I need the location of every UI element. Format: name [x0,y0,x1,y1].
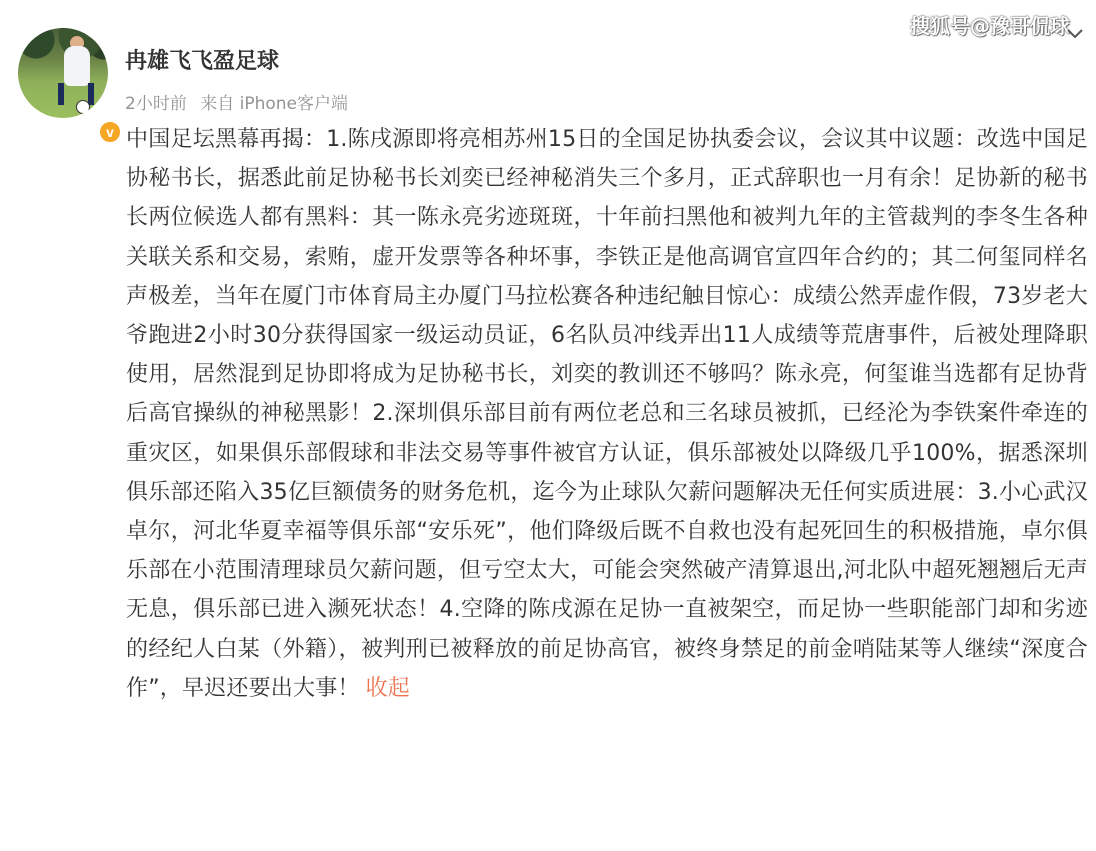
post-meta [125,89,356,114]
username[interactable]: 冉雄飞飞盈足球 [125,49,280,74]
avatar-image [18,28,108,118]
post-content: 中国足坛黑幕再揭：1.陈戌源即将亮相苏州15日的全国足协执委会议，会议其中议题：改选中国足协秘书长，据悉此前足协秘书长刘奕已经神秘消失三个多月，正式辞职也一月有余！足协新的秘书长两位候选人都有黑料：其一陈永亮劣迹斑斑，十年前扫黑他和被判九年的主管裁判的李冬生各种关联关系和交易，索贿，虚开发票等各种坏事，李铁正是他高调官宣四年合约的；其二何玺同样名声极差，当年在厦门市体育局主办厦门马拉松赛各种违纪触目惊心：成绩公然弄虚作假，73岁老大爷跑进2小时30分获得国家一级运动员证，6名队员冲线弄出11人成绩等荒唐事件，后被处理降职使用，居然混到足协即将成为足协秘书长，刘奕的教训还不够吗？陈永亮，何玺谁当选都有足协背后高官操纵的神秘黑影！2.深圳俱乐部目前有两位老总和三名球员被抓，已经沦为李铁案件牵连的重灾区，如果俱乐部假球和非法交易等事件被官方认证，俱乐部被处以降级几乎100%，据悉深圳俱乐部还陷入35亿巨额债务的财务危机，迄今为止球队欠薪问题解决无任何实质进展：3.小心武汉卓尔，河北华夏幸福等俱乐部“安乐死”，他们降级后既不自救也没有起死回生的积极措施，卓尔俱乐部在小范围清理球员欠薪问题，但亏空太大，可能会突然破产清算退出,河北队中超死翘翘后无声无息，俱乐部已进入濒死状态！4.空降的陈戌源在足协一直被架空，而足协一些职能部门却和劣迹的经纪人白某（外籍），被判刑已被释放的前足协高官，被终身禁足的前金哨陆某等人继续“深度合作”，早迟还要出大事！ [126,127,1088,701]
collapse-link[interactable]: 收起 [365,675,411,701]
chevron-down-icon[interactable] [1064,22,1086,44]
post-source: 来自 iPhone客户端 [200,94,349,114]
watermark: 搜狐号@豫哥侃球 [910,14,1070,38]
verified-badge-icon: v [98,120,122,144]
user-avatar[interactable] [18,28,114,140]
post-text [126,120,1088,708]
post-time[interactable]: 2小时前 [125,94,187,114]
